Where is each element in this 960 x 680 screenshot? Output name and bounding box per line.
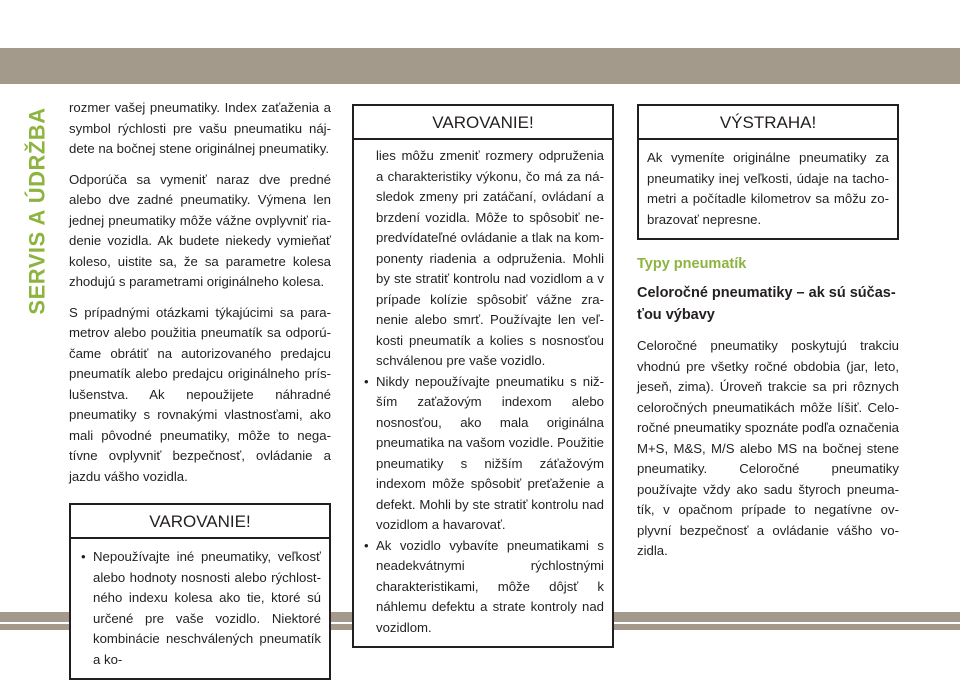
top-header-band [0,0,960,84]
header-bar [0,48,960,84]
chapter-side-label [27,104,49,318]
warning-bullet: • Nikdy nepoužívajte pneumatiku s nižším zaťažovým indexom alebo nosnosťou, ako mala originálna pneumatika na vašom vozidle. Použitie pneumatiky s nižším záťažovým indexom môže spôsobiť preťaženie a defekt. Mohli by ste stratiť kontrolu nad vozidlom a havarovať. [362,372,604,536]
warning-bullet: • Nepoužívajte iné pneumatiky, veľkosť alebo hodnoty nosnosti alebo rýchlostného indexu kolesa ako tie, ktoré sú určené pre vaše vozidlo. Niektoré kombinácie neschválených pneumatík a ko- [79,547,321,670]
caution-title: VÝSTRAHA! [639,106,897,140]
left-column [69,98,331,680]
warning-body [354,140,612,646]
warning-title: VAROVANIE! [71,505,329,539]
subsection-title: Celoročné pneumatiky – ak sú súčasťou výbavy [637,285,896,323]
left-paragraph-2: Odporúča sa vymeniť naraz dve predné alebo dve zadné pneumatiky. Výmena len jednej pneumatiky môže vážne ovplyvniť riadenie vozidla. Ak budete niekedy vymieňať koleso, uistite sa, že sa parametre kolesa zhodujú s parametrami originálneho kolesa. [69,171,331,289]
caution-body [639,140,897,238]
warning-title: VAROVANIE! [354,106,612,140]
warning-continuation: lies môžu zmeniť rozmery odpruženia a charakteristiky výkonu, čo má za následok zmeny pri zatáčaní, ovládaní a brzdení vozidla. Môže to spôsobiť nepredvídateľné ovládanie a tlak na komponenty riadenia a odpruženia. Mohli by ste stratiť kontrolu nad vozidlom a v prípade kolízie spôsobiť vážne zranenie alebo smrť. Používajte len veľkosti pneumatík a kolies s nosnosťou schválenou pre vaše vozidlo. [376,148,604,368]
right-paragraph: Celoročné pneumatiky poskytujú trakciu vhodnú pre všetky ročné obdobia (jar, leto, jeseň, zima). Úroveň trakcie sa pri rôznych celoročných pneumatikách môže líšiť. Celoročné pneumatiky spoznáte podľa označenia M+S, M&S, M/S alebo MS na bočnej stene pneumatiky. Celoročné pneumatiky používajte vždy ako sadu štyroch pneumatík, v opačnom prípade to negatívne ovplyvní bezpečnosť a ovládanie vášho vozidla. [637,338,899,558]
section-title: Typy pneumatík [637,256,747,272]
warning-box-left [69,503,331,680]
warning-box-middle [352,104,614,648]
left-paragraph-1: rozmer vašej pneumatiky. Index zaťaženia a symbol rýchlosti pre vašu pneumatiku nájdete na bočnej stene originálnej pneumatiky. [69,100,331,156]
chapter-side-label-text: SERVIS A ÚDRŽBA [25,107,50,315]
warning-body [71,539,329,678]
caution-text: Ak vymeníte originálne pneumatiky za pneumatiky inej veľkosti, údaje na tachometri a počítadle kilometrov sa môžu zobrazovať nepresne. [647,150,889,227]
right-column [637,104,899,572]
left-paragraph-3: S prípadnými otázkami týkajúcimi sa parametrov alebo použitia pneumatík sa odporúčame obrátiť na autorizovaného predajcu pneumatík alebo predajcu originálneho príslušenstva. Ak nepoužijete náhradné pneumatiky s rovnakými vlastnosťami, ako mali pôvodné pneumatiky, môže to negatívne ovplyvniť bezpečnosť, ovládanie a jazdu vášho vozidla. [69,304,331,484]
middle-column [352,104,614,648]
caution-box [637,104,899,240]
warning-bullet: • Ak vozidlo vybavíte pneumatikami s neadekvátnymi rýchlostnými charakteristikami, môže dôjsť k náhlemu defektu a strate kontroly nad vozidlom. [362,536,604,639]
